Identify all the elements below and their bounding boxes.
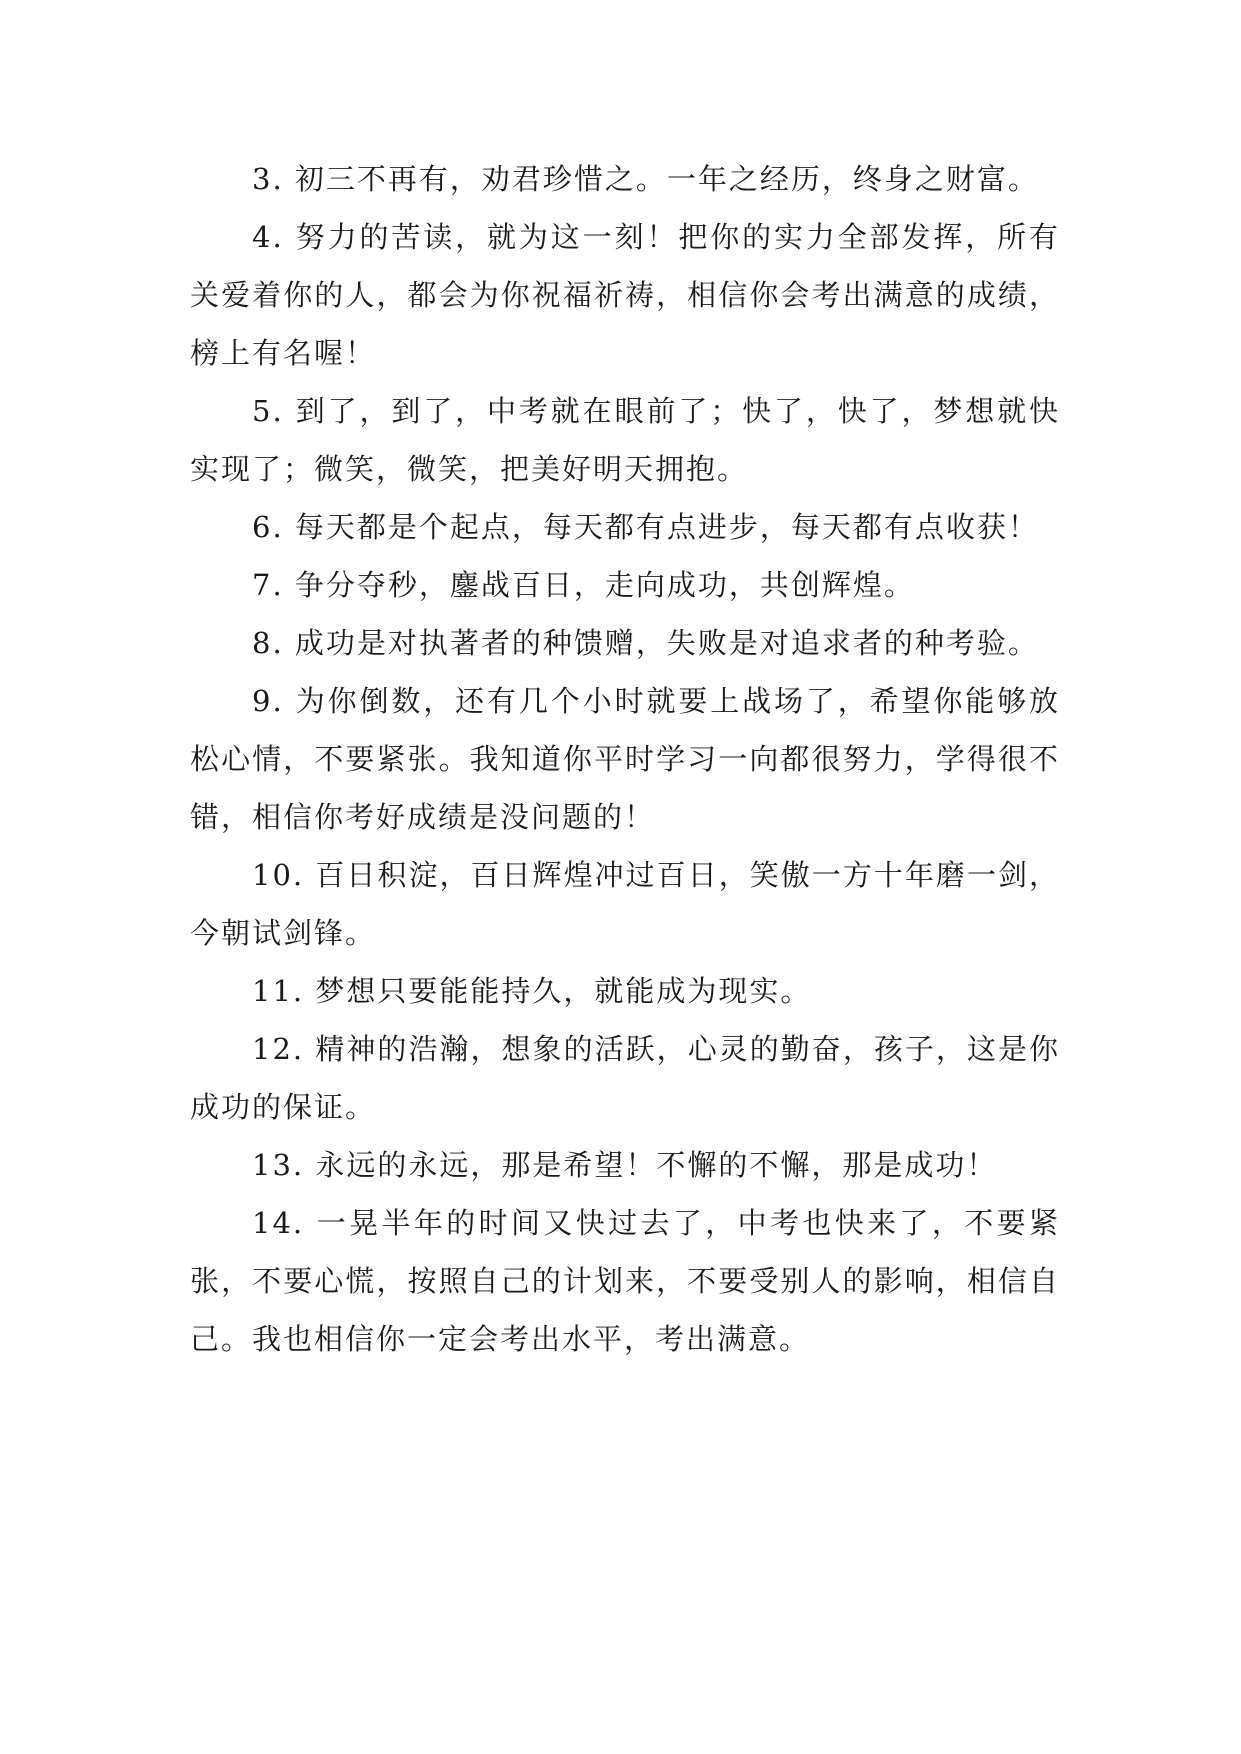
paragraph-item-6: 6. 每天都是个起点，每天都有点进步，每天都有点收获！ xyxy=(252,510,1039,544)
paragraph-item-11: 11. 梦想只要能能持久，就能成为现实。 xyxy=(252,974,812,1008)
paragraph-item-3: 3. 初三不再有，劝君珍惜之。一年之经历，终身之财富。 xyxy=(252,162,1039,196)
paragraph-item-8: 8. 成功是对执著者的种馈赠，失败是对追求者的种考验。 xyxy=(252,626,1039,660)
paragraph-item-12: 12. 精神的浩瀚，想象的活跃，心灵的勤奋，孩子，这是你成功的保证。 xyxy=(190,1032,1060,1124)
paragraph-item-9: 9. 为你倒数，还有几个小时就要上战场了，希望你能够放松心情，不要紧张。我知道你平时学习一向都很努力，学得很不错，相信你考好成绩是没问题的！ xyxy=(190,684,1060,834)
paragraph-item-7: 7. 争分夺秒，鏖战百日，走向成功，共创辉煌。 xyxy=(252,568,915,602)
paragraph-item-5: 5. 到了，到了，中考就在眼前了；快了，快了，梦想就快实现了；微笑，微笑，把美好明天拥抱。 xyxy=(190,394,1060,486)
paragraph-item-14: 14. 一晃半年的时间又快过去了，中考也快来了，不要紧张，不要心慌，按照自己的计划来，不要受别人的影响，相信自己。我也相信你一定会考出水平，考出满意。 xyxy=(190,1206,1060,1356)
document-page xyxy=(190,150,1060,1368)
paragraph-item-13: 13. 永远的永远，那是希望！不懈的不懈，那是成功！ xyxy=(252,1148,998,1182)
paragraph-item-10: 10. 百日积淀，百日辉煌冲过百日，笑傲一方十年磨一剑，今朝试剑锋。 xyxy=(190,858,1060,950)
paragraph-item-4: 4. 努力的苦读，就为这一刻！把你的实力全部发挥，所有关爱着你的人，都会为你祝福祈祷，相信你会考出满意的成绩，榜上有名喔！ xyxy=(190,220,1060,370)
